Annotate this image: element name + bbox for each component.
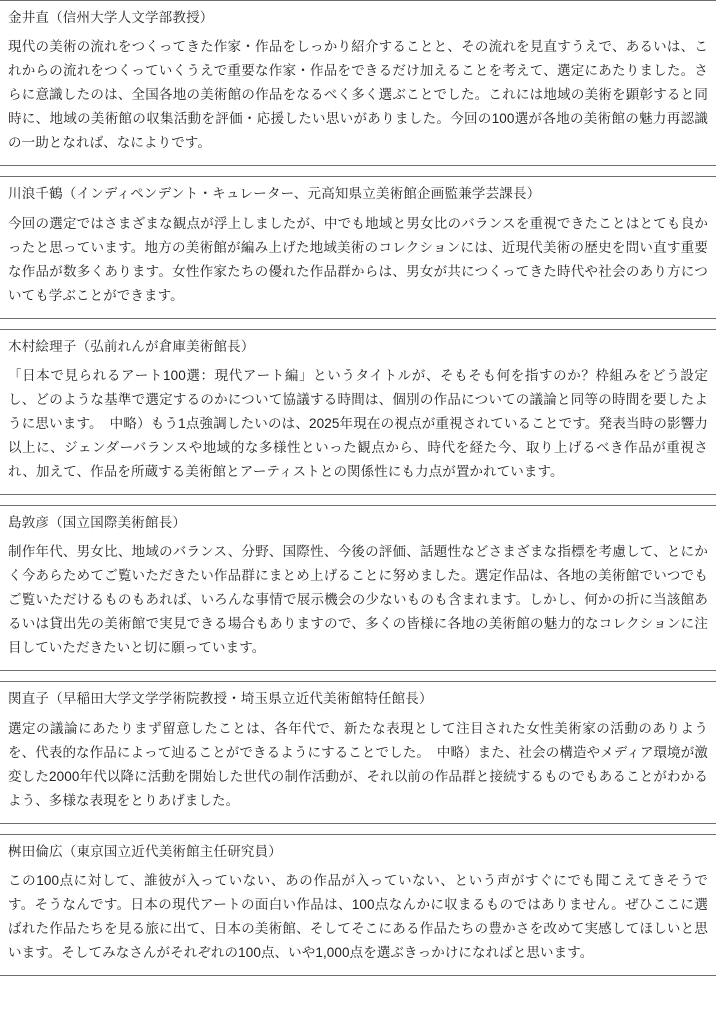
commentary-entry (0, 0, 716, 166)
commentary-entry (0, 329, 716, 495)
commentary-entry (0, 834, 716, 976)
commentator-name-and-title: 島敦彦（国立国際美術館長） (8, 514, 187, 530)
commentator-name-and-title: 金井直（信州大学人文学部教授） (8, 10, 214, 25)
commentary-text: 制作年代、男女比、地域のバランス、分野、国際性、今後の評価、話題性などさまざまな指標を考慮して、とにかく今あらためてご覧いただきたい作品群にまとめ上げることに努めました。選定作品は、各地の美術館でいつでもご覧いただけるものもあれば、いろんな事情で展示機会の少ないものも含まれます。しかし、何かの折に当該館あるいは貸出先の美術館で実見できる場合もありますので、多くの皆様に各地の美術館の魅力的なコレクションに注目していただきたいと切に願っています。 (8, 544, 708, 656)
commentary-text: この100点に対して、誰彼が入っていない、あの作品が入っていない、という声がすぐにでも聞こえてきそうです。そうなんです。日本の現代アートの面白い作品は、100点なんかに収まるものではありません。ぜひここに選ばれた作品たちを見る旅に出て、日本の美術館、そしてそこにある作品たちの豊かさを改めて実感してほしいと思います。そしてみなさんがそれぞれの100点、いや1,000点を選ぶきっかけになればと思います。 (8, 872, 708, 960)
commentary-text: 現代の美術の流れをつくってきた作家・作品をしっかり紹介することと、その流れを見直すうえで、あるいは、これからの流れをつくっていくうえで重要な作家・作品をできるだけ加えることを考えて、選定にあたりました。さらに意識したのは、全国各地の美術館の作品をなるべく多く選ぶことでした。これには地域の美術を顕彰すると同時に、地域の美術館の収集活動を評価・応援したい思いがありました。今回の100選が各地の美術館の魅力再認識の一助となれば、なによりです。 (8, 39, 708, 151)
commentary-text: 「日本で見られるアート100選：現代アート編」というタイトルが、そもそも何を指すのか？枠組みをどう設定し、どのような基準で選定するのかについて協議する時間は、個別の作品についての議論と同等の時間を要したように思います。 中略）もう1点強調したいのは、2025年現在の視点が重視されていることです。発表当時の影響力以上に、ジェンダーバランスや地域的な多様性といった観点から、時代を経た今、取り上げるべき作品が重視され、加えて、作品を所蔵する美術館とアーティストとの関係性にも力点が置かれています。 (8, 367, 708, 479)
commentary-entry (0, 681, 716, 823)
commentator-name-and-title: 川浪千鶴（インディペンデント・キュレーター、元高知県立美術館企画監兼学芸課長） (8, 186, 541, 202)
commentary-text: 選定の議論にあたりまず留意したことは、各年代で、新たな表現として注目された女性美術家の活動のありようを、代表的な作品によって辿ることができるようにすることでした。 中略）また、社会の構造やメディア環境が激変した2000年代以降に活動を開始した世代の制作活動が、それ以前の作品群と接続するものでもあることがわかるよう、多様な表現をとりあげました。 (8, 720, 708, 808)
commentator-name-and-title: 関直子（早稲田大学文学学術院教授・埼玉県立近代美術館特任館長） (8, 691, 433, 707)
commentary-entry (0, 505, 716, 671)
commentator-name-and-title: 木村絵理子（弘前れんが倉庫美術館長） (8, 338, 255, 354)
commentary-text: 今回の選定ではさまざまな観点が浮上しましたが、中でも地域と男女比のバランスを重視できたことはとても良かったと思っています。地方の美術館が編み上げた地域美術のコレクションには、近現代美術の歴史を問い直す重要な作品が数多くあります。女性作家たちの優れた作品群からは、男女が共につくってきた時代や社会のあり方についても学ぶことができます。 (8, 215, 708, 303)
commentator-name-and-title: 桝田倫広（東京国立近代美術館主任研究員） (8, 843, 282, 859)
commentary-entry (0, 176, 716, 318)
